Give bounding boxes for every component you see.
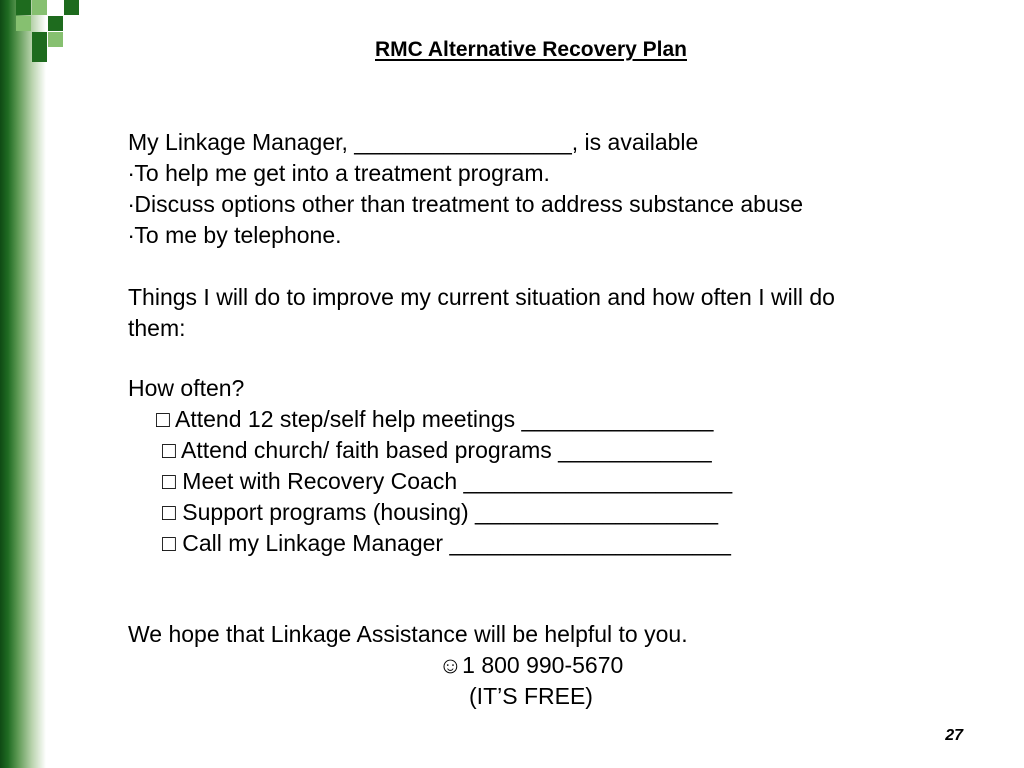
checker-square [16,0,31,15]
checker-square [48,16,63,31]
closing-text: We hope that Linkage Assistance will be helpful to you. [128,621,688,647]
linkage-intro: My Linkage Manager, _________________, is available [128,129,699,155]
checklist-item: □ Call my Linkage Manager ______________________ [162,530,731,556]
checklist-item: □ Support programs (housing) ___________________ [162,499,719,525]
bullet-item: ∙To me by telephone. [128,222,342,248]
page-number: 27 [945,727,963,744]
checklist-item: □ Attend 12 step/self help meetings _______________ [156,406,714,432]
checker-square [64,0,79,15]
free-note: (IT’S FREE) [469,683,593,709]
checklist-item: □ Meet with Recovery Coach _____________________ [162,468,733,494]
checklist-item: □ Attend church/ faith based programs ____________ [162,437,712,463]
bullet-item: ∙To help me get into a treatment program. [128,160,550,186]
slide-title: RMC Alternative Recovery Plan [375,38,687,61]
how-often-heading: How often? [128,375,245,401]
phone-number: ☺1 800 990-5670 [438,652,624,678]
bullet-item: ∙Discuss options other than treatment to address substance abuse [128,191,804,217]
checker-square [16,16,31,31]
things-line: Things I will do to improve my current situation and how often I will do [128,284,835,310]
things-line-cont: them: [128,315,186,341]
checker-square [32,0,47,15]
